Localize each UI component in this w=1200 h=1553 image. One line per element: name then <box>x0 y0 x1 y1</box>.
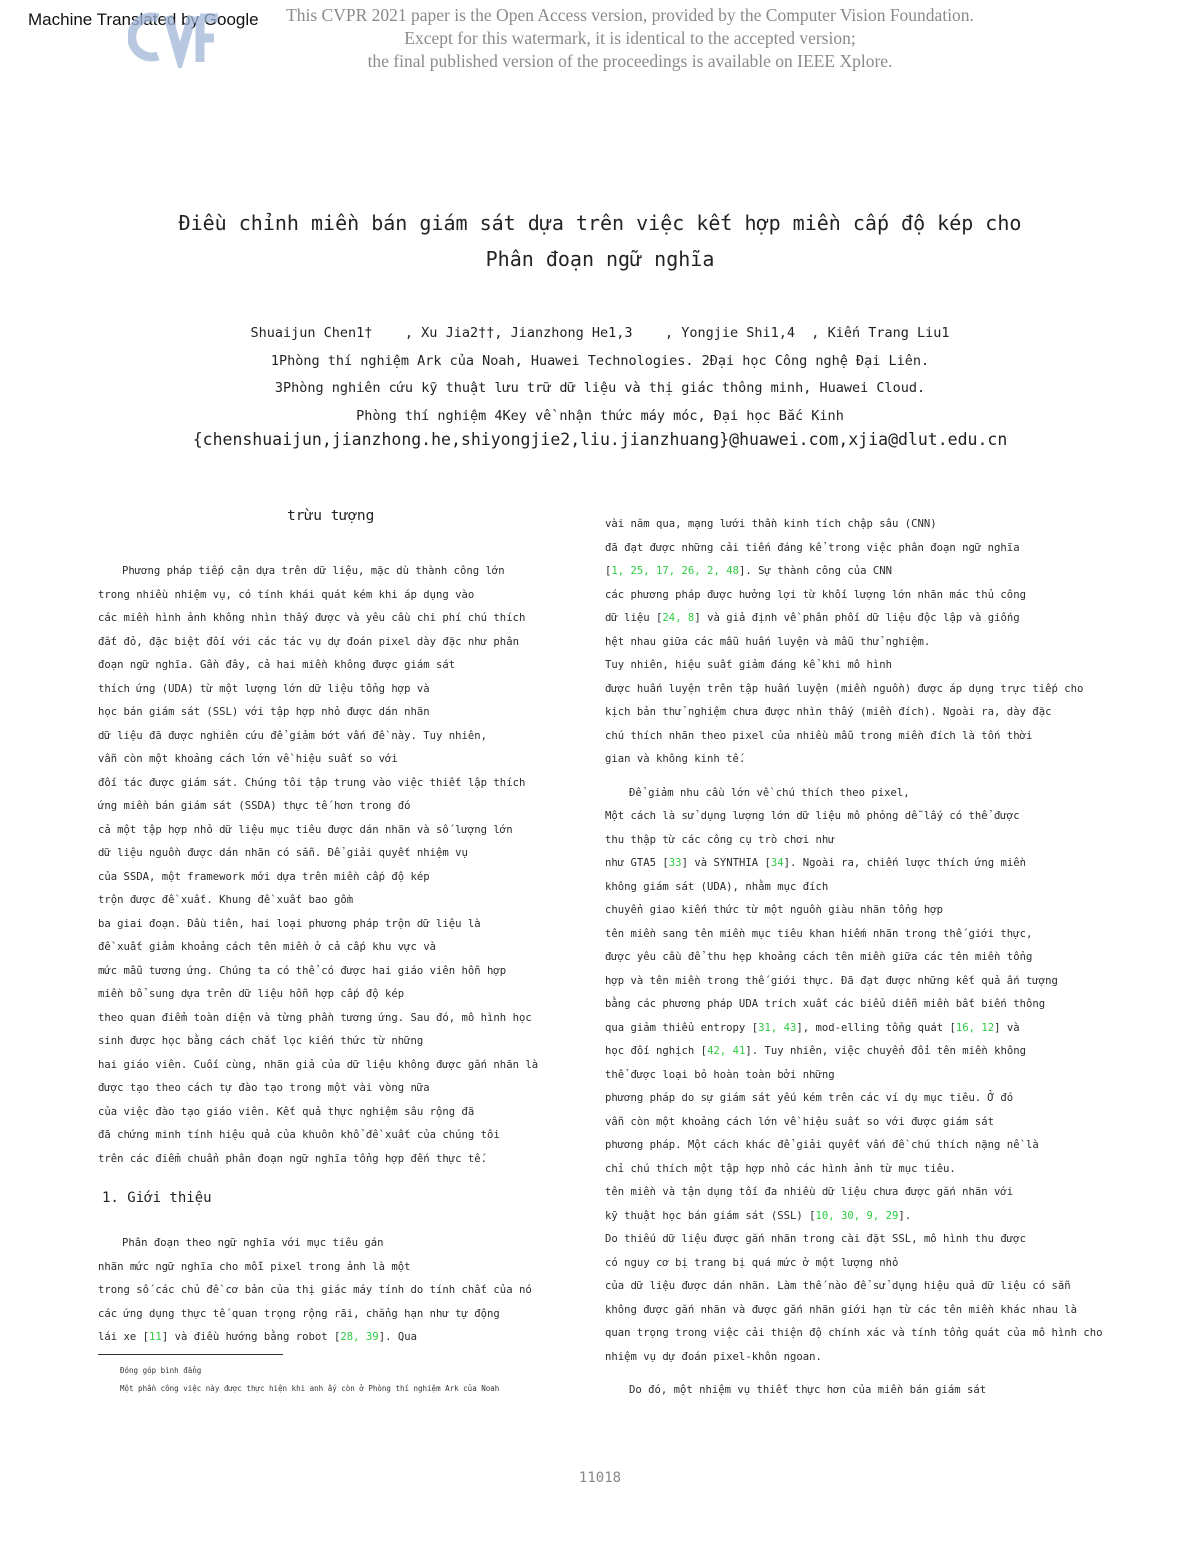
text-line: đã chứng minh tính hiệu quả của khuôn khổ đề xuất của chúng tôi <box>98 1129 500 1141</box>
text-line: dữ liệu nguồn được dán nhãn có sẵn. Để giải quyết nhiệm vụ <box>98 847 468 859</box>
affiliation-1: 1Phòng thí nghiệm Ark của Noah, Huawei Technologies. 2Đại học Công nghệ Đại Liên. <box>270 352 930 369</box>
text-line: Phương pháp tiếp cận dựa trên dữ liệu, mặc dù thành công lớn <box>122 565 505 577</box>
footnote-2: Một phần công việc này được thực hiện khi anh ấy còn ở Phòng thí nghiệm Ark của Noah <box>120 1384 500 1393</box>
text-line: miền bổ sung dựa trên dữ liệu hỗn hợp cấp độ kép <box>98 988 405 1000</box>
introduction-body <box>98 1232 568 1350</box>
cvf-watermark <box>230 4 1030 73</box>
text-line: dữ liệu đã được nghiên cứu để giảm bớt vấn đề này. Tuy nhiên, <box>98 729 488 742</box>
paper-title <box>0 205 1200 277</box>
text-line: hệt nhau giữa các mẫu huấn luyện và mẫu thử nghiệm. <box>605 635 931 648</box>
watermark-line-2: Except for this watermark, it is identical to the accepted version; <box>404 28 856 48</box>
author-list: Shuaijun Chen1† , Xu Jia2††, Jianzhong He1,3 , Yongjie Shi1,4 , Kiến Trang Liu1 <box>250 325 950 341</box>
text-line: của SSDA, một framework mới dựa trên miền cấp độ kép <box>98 870 430 883</box>
citation-link[interactable]: 24, 8 <box>662 612 695 624</box>
text-line: Để giảm nhu cầu lớn về chú thích theo pixel, <box>629 786 910 799</box>
text-line: trộn được đề xuất. Khung đề xuất bao gồm <box>98 894 354 906</box>
text-line: vẫn còn một khoảng cách lớn về hiệu suất so với <box>98 753 398 765</box>
text-line: của dữ liệu được dán nhãn. Làm thế nào để sử dụng hiệu quả dữ liệu có sẵn <box>605 1280 1071 1292</box>
text-line: không được gắn nhãn và được gắn nhãn giới hạn từ các tên miền khác nhau là <box>605 1303 1077 1316</box>
text-line: chuyển giao kiến thức từ một nguồn giàu nhãn tổng hợp <box>605 904 944 916</box>
text-line: tên miền và tận dụng tối đa nhiều dữ liệu chưa được gắn nhãn với <box>605 1186 1014 1198</box>
text-line: gian và không kinh tế. <box>605 753 746 765</box>
text-line: Do đó, một nhiệm vụ thiết thực hơn của miền bán giám sát <box>629 1384 987 1396</box>
citation-link[interactable]: 11 <box>149 1331 162 1343</box>
text-line: dữ liệu [24, 8] và giả định về phân phối dữ liệu độc lập và giống <box>605 612 1020 624</box>
footnote-1: Đóng góp bình đẳng <box>120 1366 202 1375</box>
text-line: vài năm qua, mạng lưới thần kinh tích chập sâu (CNN) <box>605 518 937 530</box>
text-line: như GTA5 [33] và SYNTHIA [34]. Ngoài ra, chiến lược thích ứng miền <box>605 857 1027 869</box>
citation-link[interactable]: 34 <box>770 857 784 869</box>
text-line: sinh được học bằng cách chắt lọc kiến thức từ những <box>98 1035 424 1047</box>
footnote-rule <box>98 1354 283 1355</box>
text-line: mức mẫu tương ứng. Chúng ta có thể có được hai giáo viên hỗn hợp <box>98 964 507 977</box>
text-line: đề xuất giảm khoảng cách tên miền ở cả cấp khu vực và <box>98 941 437 953</box>
citation-link[interactable]: 42, 41 <box>707 1045 746 1057</box>
text-line: chỉ chú thích một tập hợp nhỏ các hình ảnh từ mục tiêu. <box>605 1162 956 1175</box>
text-line: phương pháp. Một cách khác để giải quyết vấn đề chú thích nặng nề là <box>605 1139 1039 1151</box>
text-line: theo quan điểm toàn diện và từng phần tương ứng. Sau đó, mô hình học <box>98 1011 532 1024</box>
text-line: kịch bản thử nghiệm chưa được nhìn thấy (miền đích). Ngoài ra, dày đặc <box>605 706 1052 718</box>
right-column-body <box>605 513 1103 1403</box>
text-line: lái xe [11] và điều hướng bằng robot [28, 39]. Qua <box>98 1331 417 1343</box>
text-line: vẫn còn một khoảng cách lớn về hiệu suất so với được giám sát <box>605 1115 995 1128</box>
title-line-2: Phân đoạn ngữ nghĩa <box>485 247 715 271</box>
text-line: học đối nghịch [42, 41]. Tuy nhiên, việc chuyển đổi tên miền không <box>605 1045 1026 1057</box>
text-line: đoạn ngữ nghĩa. Gần đây, cả hai miền không được giám sát <box>98 659 456 671</box>
text-line: ứng miền bán giám sát (SSDA) thực tế hơn trong đó <box>98 800 411 812</box>
abstract-body <box>98 560 568 1171</box>
text-line: trong số các chủ đề cơ bản của thị giác máy tính do tính chất của nó <box>98 1284 532 1296</box>
text-line: trên các điểm chuẩn phân đoạn ngữ nghĩa tổng hợp đến thực tế. <box>98 1152 488 1165</box>
citation-link[interactable]: 28, 39 <box>340 1331 379 1343</box>
text-line: phương pháp do sự giám sát yếu kém trên các ví dụ mục tiêu. Ở đó <box>605 1092 1014 1104</box>
text-line: được yêu cầu để thu hẹp khoảng cách tên miền giữa các tên miền tổng <box>605 951 1033 963</box>
citation-link[interactable]: 31, 43 <box>758 1021 797 1034</box>
text-line: thích ứng (UDA) từ một lượng lớn dữ liệu tổng hợp và <box>98 682 430 695</box>
text-line: hai giáo viên. Cuối cùng, nhãn giả của dữ liệu không được gắn nhãn là <box>98 1058 539 1071</box>
text-line: kỹ thuật học bán giám sát (SSL) [10, 30, 9, 29]. <box>605 1209 912 1222</box>
text-line: nhiệm vụ dự đoán pixel-khôn ngoan. <box>605 1350 822 1363</box>
affiliation-2: 3Phòng nghiên cứu kỹ thuật lưu trữ dữ liệu và thị giác thông minh, Huawei Cloud. <box>274 380 926 396</box>
text-line: đã đạt được những cải tiến đáng kể trong việc phân đoạn ngữ nghĩa <box>605 541 1020 554</box>
text-line: bằng các phương pháp UDA trích xuất các biểu diễn miền bất biến thông <box>605 998 1046 1010</box>
title-line-1: Điều chỉnh miền bán giám sát dựa trên việc kết hợp miền cấp độ kép cho <box>178 211 1022 235</box>
text-line: thể được loại bỏ hoàn toàn bởi những <box>605 1068 835 1081</box>
author-block <box>0 320 1200 430</box>
text-line: các miền hình ảnh không nhìn thấy được và yêu cầu chi phí chú thích <box>98 612 526 624</box>
watermark-line-1: This CVPR 2021 paper is the Open Access version, provided by the Computer Vision Foundation. <box>286 5 974 25</box>
text-line: Phân đoạn theo ngữ nghĩa với mục tiêu gán <box>122 1237 384 1249</box>
cvf-logo-mark <box>132 16 218 62</box>
text-line: đắt đỏ, đặc biệt đối với các tác vụ dự đoán pixel dày đặc như phân <box>98 635 519 648</box>
section-1-heading: 1. Giới thiệu <box>102 1190 212 1206</box>
text-line: không giám sát (UDA), nhằm mục đích <box>605 880 829 893</box>
text-line: chú thích nhãn theo pixel của nhiều mẫu trong miền đích là tốn thời <box>605 729 1033 742</box>
cvf-logo <box>128 6 220 68</box>
text-line: [1, 25, 17, 26, 2, 48]. Sự thành công của CNN <box>605 565 893 577</box>
text-line: được huấn luyện trên tập huấn luyện (miền nguồn) được áp dụng trực tiếp cho <box>605 682 1084 695</box>
affiliation-3: Phòng thí nghiệm 4Key về nhận thức máy móc, Đại học Bắc Kinh <box>356 407 844 424</box>
text-line: thu thập từ các công cụ trò chơi như <box>605 833 835 846</box>
text-line: Một cách là sử dụng lượng lớn dữ liệu mô phỏng dễ lấy có thể được <box>605 810 1020 822</box>
text-line: các ứng dụng thực tế quan trọng rộng rãi, chẳng hạn như tự động <box>98 1307 500 1320</box>
text-line: đối tác được giám sát. Chúng tôi tập trung vào việc thiết lập thích <box>98 776 526 789</box>
text-line: tên miền sang tên miền mục tiêu khan hiếm nhãn trong thế giới thực, <box>605 927 1033 940</box>
citation-link[interactable]: 10, 30, 9, 29 <box>815 1209 899 1222</box>
watermark-line-3: the final published version of the proceedings is available on IEEE Xplore. <box>367 51 893 71</box>
page-number: 11018 <box>578 1470 622 1486</box>
citation-link[interactable]: 33 <box>668 857 682 869</box>
text-line: của việc đào tạo giáo viên. Kết quả thực nghiệm sâu rộng đã <box>98 1105 475 1118</box>
citation-link[interactable]: 16, 12 <box>955 1021 995 1034</box>
text-line: trong nhiều nhiệm vụ, có tính khái quát kém khi áp dụng vào <box>98 588 475 601</box>
abstract-heading: trừu tượng <box>287 508 375 524</box>
text-line: có nguy cơ bị trang bị quá mức ở một lượng nhỏ <box>605 1256 899 1269</box>
text-line: cả một tập hợp nhỏ dữ liệu mục tiêu được dán nhãn và số lượng lớn <box>98 823 513 836</box>
text-line: nhãn mức ngữ nghĩa cho mỗi pixel trong ảnh là một <box>98 1260 411 1273</box>
text-line: quan trọng trong việc cải thiện độ chính xác và tính tổng quát của mô hình cho <box>605 1327 1103 1339</box>
text-line: ba giai đoạn. Đầu tiên, hai loại phương pháp trộn dữ liệu là <box>98 917 481 930</box>
text-line: được tạo theo cách tự đào tạo trong một vài vòng nữa <box>98 1082 430 1094</box>
text-line: các phương pháp được hưởng lợi từ khối lượng lớn nhãn mác thủ công <box>605 588 1026 601</box>
citation-link[interactable]: 1, 25, 17, 26, 2, 48 <box>611 565 739 577</box>
text-line: hợp và tên miền trong thế giới thực. Đã đạt được những kết quả ấn tượng <box>605 974 1058 987</box>
machine-translated-label: Machine Translated by Google <box>28 10 259 29</box>
text-line: Tuy nhiên, hiệu suất giảm đáng kể khi mô hình <box>605 659 893 671</box>
author-emails: {chenshuaijun,jianzhong.he,shiyongjie2,liu.jianzhuang}@huawei.com,xjia@dlut.edu.cn <box>192 430 1008 449</box>
text-line: học bán giám sát (SSL) với tập hợp nhỏ được dán nhãn <box>98 706 430 718</box>
text-line: Do thiếu dữ liệu được gắn nhãn trong cài đặt SSL, mô hình thu được <box>605 1233 1026 1245</box>
text-line: qua giảm thiểu entropy [31, 43], mod-elling tổng quát [16, 12] và <box>605 1021 1020 1034</box>
